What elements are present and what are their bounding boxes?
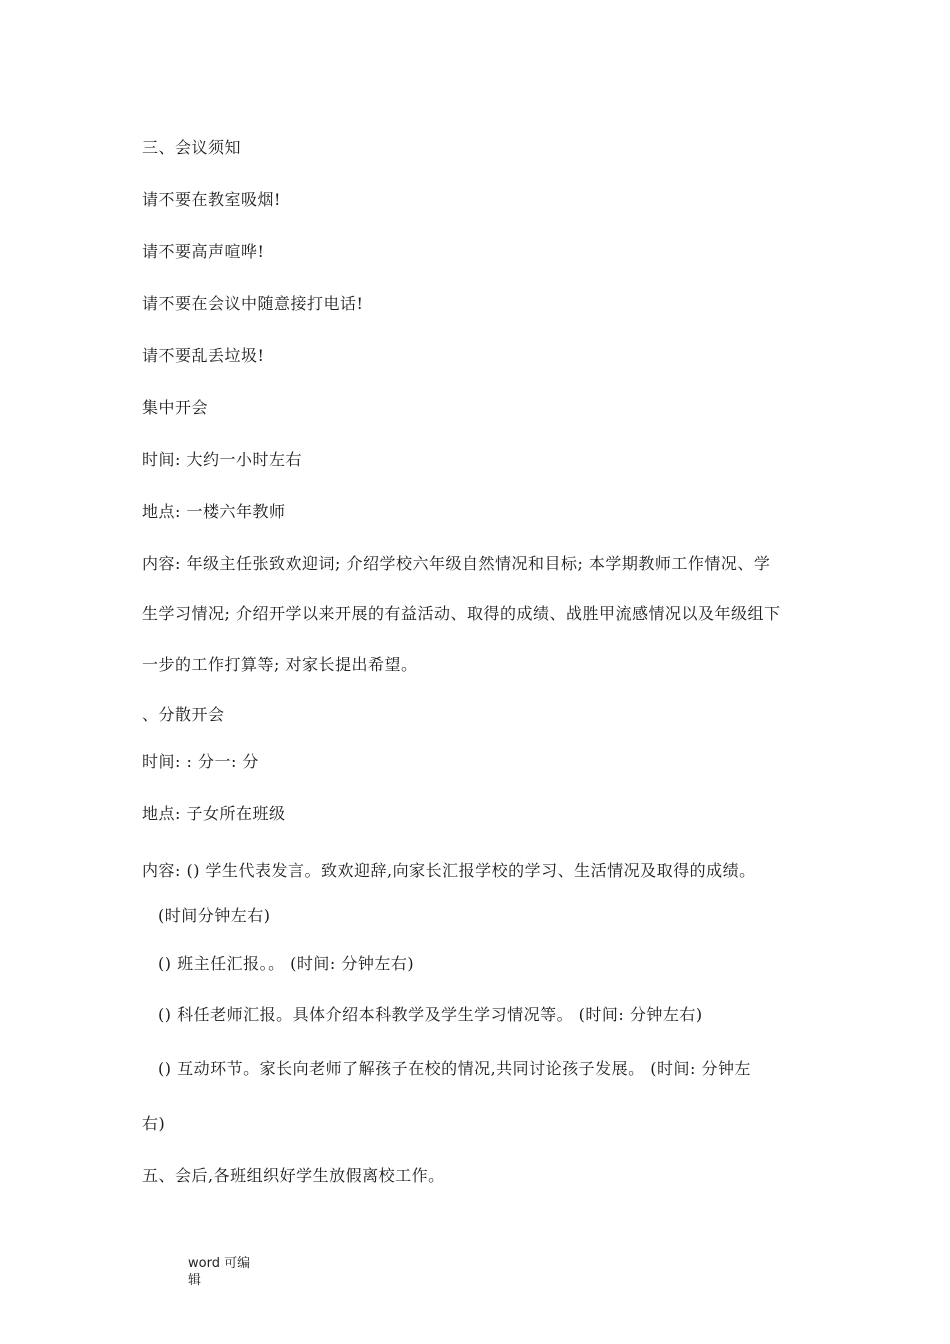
plenary-content-line-3: 一步的工作打算等; 对家长提出希望。 [142, 655, 418, 674]
breakout-content-student-speech: 内容: () 学生代表发言。致欢迎辞,向家长汇报学校的学习、生活情况及取得的成绩。 [142, 861, 756, 880]
breakout-student-speech-time: (时间分钟左右) [158, 906, 271, 925]
footer-line-2: 辑 [188, 1273, 202, 1288]
breakout-interaction-line-1: () 互动环节。家长向老师了解孩子在校的情况,共同讨论孩子发展。 (时间: 分钟左 [158, 1059, 751, 1078]
footer-note [188, 1255, 258, 1289]
section-heading-after-meeting: 五、会后,各班组织好学生放假离校工作。 [142, 1166, 445, 1185]
breakout-location: 地点: 子女所在班级 [142, 804, 286, 823]
breakout-interaction-line-2: 右) [142, 1114, 166, 1133]
notice-no-phone: 请不要在会议中随意接打电话! [142, 294, 364, 313]
section-heading-breakout: 、分散开会 [142, 705, 225, 724]
footer-line-1: word 可编 [188, 1256, 251, 1271]
breakout-subject-teacher-report: () 科任老师汇报。具体介绍本科教学及学生学习情况等。 (时间: 分钟左右) [158, 1005, 703, 1024]
notice-no-smoking: 请不要在教室吸烟! [142, 190, 281, 209]
plenary-content-line-1: 内容: 年级主任张致欢迎词; 介绍学校六年级自然情况和目标; 本学期教师工作情况、学 [142, 554, 771, 573]
section-heading-plenary: 集中开会 [142, 398, 209, 417]
plenary-location: 地点: 一楼六年教师 [142, 502, 286, 521]
section-heading-meeting-notice: 三、会议须知 [142, 138, 242, 157]
notice-no-litter: 请不要乱丢垃圾! [142, 346, 265, 365]
plenary-content-line-2: 生学习情况; 介绍开学以来开展的有益活动、取得的成绩、战胜甲流感情况以及年级组下 [142, 604, 781, 623]
notice-no-noise: 请不要高声喧哗! [142, 242, 265, 261]
breakout-head-teacher-report: () 班主任汇报。。 (时间: 分钟左右) [158, 954, 415, 973]
plenary-time: 时间: 大约一小时左右 [142, 450, 302, 469]
breakout-time: 时间: : 分一: 分 [142, 752, 259, 771]
